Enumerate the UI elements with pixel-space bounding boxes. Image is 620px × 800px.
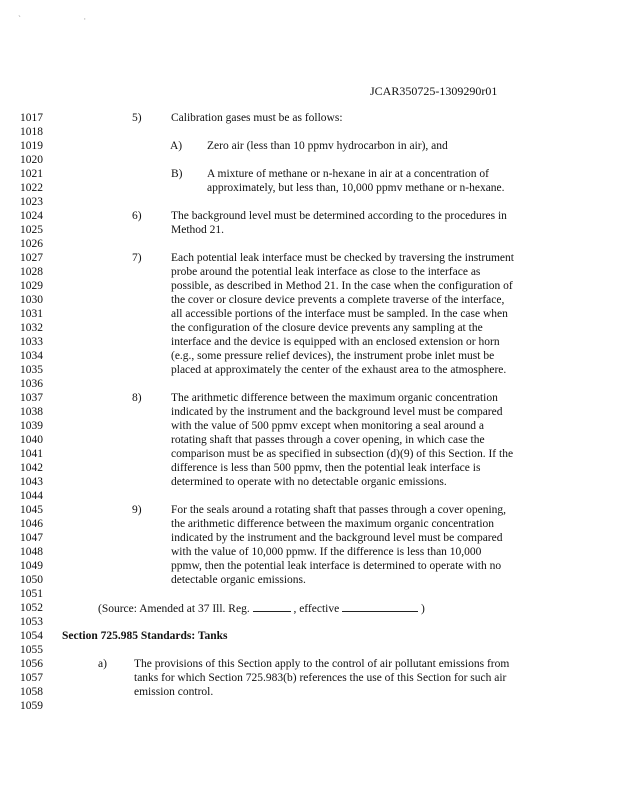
document-id: JCAR350725-1309290r01: [370, 84, 498, 98]
line-number: 1028: [20, 266, 43, 278]
item-6-line: The background level must be determined according to the procedures in: [171, 210, 507, 222]
register-number-blank: [253, 601, 291, 612]
line-number: 1035: [20, 364, 43, 376]
line-number: 1058: [20, 686, 43, 698]
line-number: 1052: [20, 602, 43, 614]
line-number: 1022: [20, 182, 43, 194]
item-5b-number: B): [171, 168, 183, 180]
item-9-line: the arithmetic difference between the maximum organic concentration: [171, 518, 495, 530]
line-number: 1018: [20, 126, 43, 138]
line-number: 1055: [20, 644, 43, 656]
line-number: 1050: [20, 574, 43, 586]
item-9-line: detectable organic emissions.: [171, 574, 306, 586]
item-7-line: the cover or closure device prevents a complete traverse of the interface,: [171, 294, 505, 306]
item-7-line: placed at approximately the center of the exhaust area to the atmosphere.: [171, 364, 507, 376]
item-7-number: 7): [132, 252, 142, 264]
item-8-line: The arithmetic difference between the maximum organic concentration: [171, 392, 498, 404]
line-number: 1044: [20, 490, 43, 502]
line-number: 1047: [20, 532, 43, 544]
source-prefix: (Source: Amended at 37 Ill. Reg.: [98, 603, 250, 615]
line-number: 1041: [20, 448, 43, 460]
item-9-line: indicated by the instrument and the background level must be compared: [171, 532, 503, 544]
source-note: [98, 601, 425, 616]
line-number: 1031: [20, 308, 43, 320]
item-8-line: determined to operate with no detectable organic emissions.: [171, 476, 447, 488]
item-9-number: 9): [132, 504, 142, 516]
line-number: 1045: [20, 504, 43, 516]
line-number: 1024: [20, 210, 43, 222]
item-8-line: comparison must be as specified in subsection (d)(9) of this Section. If the: [171, 448, 514, 460]
line-number: 1039: [20, 420, 43, 432]
line-number: 1053: [20, 616, 43, 628]
line-number: 1034: [20, 350, 43, 362]
line-number: 1040: [20, 434, 43, 446]
line-number: 1019: [20, 140, 43, 152]
item-9-line: with the value of 10,000 ppmw. If the difference is less than 10,000: [171, 546, 482, 558]
item-6-line: Method 21.: [171, 224, 225, 236]
line-number: 1059: [20, 700, 43, 712]
line-number: 1027: [20, 252, 43, 264]
line-number: 1043: [20, 476, 43, 488]
item-8-number: 8): [132, 392, 142, 404]
line-number: 1017: [20, 112, 43, 124]
subsection-a-line: tanks for which Section 725.983(b) references the use of this Section for such air: [134, 672, 507, 684]
item-7-line: possible, as described in Method 21. In the case when the configuration of: [171, 280, 513, 292]
line-number: 1036: [20, 378, 43, 390]
item-7-line: interface and the device is equipped with an enclosed extension or horn: [171, 336, 500, 348]
line-number: 1049: [20, 560, 43, 572]
source-suffix: ): [420, 603, 425, 615]
source-middle: , effective: [293, 603, 340, 615]
subsection-a-line: emission control.: [134, 686, 214, 698]
line-number: 1021: [20, 168, 43, 180]
item-5b-line: approximately, but less than, 10,000 ppmv methane or n-hexane.: [207, 182, 505, 194]
item-9-line: For the seals around a rotating shaft that passes through a cover opening,: [171, 504, 507, 516]
item-5-text: Calibration gases must be as follows:: [171, 112, 343, 124]
item-7-line: the configuration of the closure device prevents any sampling at the: [171, 322, 483, 334]
item-9-line: ppmw, then the potential leak interface is determined to operate with no: [171, 560, 502, 572]
scan-corner-marks: ` ·: [18, 14, 117, 24]
item-7-line: all accessible portions of the interface must be sampled. In the case when: [171, 308, 508, 320]
item-5a-number: A): [170, 140, 183, 152]
line-number: 1038: [20, 406, 43, 418]
subsection-a-number: a): [98, 658, 107, 670]
line-number: 1057: [20, 672, 43, 684]
line-number: 1056: [20, 658, 43, 670]
item-8-line: rotating shaft that passes through a cover opening, in which case the: [171, 434, 485, 446]
line-number: 1054: [20, 630, 43, 642]
item-6-number: 6): [132, 210, 142, 222]
line-number: 1026: [20, 238, 43, 250]
item-7-line: probe around the potential leak interface as close to the interface as: [171, 266, 481, 278]
subsection-a-line: The provisions of this Section apply to the control of air pollutant emissions from: [134, 658, 510, 670]
section-heading: Section 725.985 Standards: Tanks: [62, 630, 228, 642]
line-number: 1037: [20, 392, 43, 404]
item-5b-line: A mixture of methane or n-hexane in air at a concentration of: [207, 168, 489, 180]
item-5-number: 5): [132, 112, 142, 124]
line-number: 1032: [20, 322, 43, 334]
line-number: 1033: [20, 336, 43, 348]
line-number: 1025: [20, 224, 43, 236]
item-8-line: indicated by the instrument and the background level must be compared: [171, 406, 503, 418]
effective-date-blank: [342, 601, 418, 612]
line-number: 1029: [20, 280, 43, 292]
item-5a-text: Zero air (less than 10 ppmv hydrocarbon in air), and: [207, 140, 448, 152]
line-number: 1030: [20, 294, 43, 306]
line-number: 1020: [20, 154, 43, 166]
line-number: 1048: [20, 546, 43, 558]
line-number: 1051: [20, 588, 43, 600]
item-8-line: with the value of 500 ppmv except when monitoring a seal around a: [171, 420, 484, 432]
item-8-line: difference is less than 500 ppmv, then the potential leak interface is: [171, 462, 481, 474]
line-number: 1046: [20, 518, 43, 530]
line-number: 1042: [20, 462, 43, 474]
item-7-line: Each potential leak interface must be checked by traversing the instrument: [171, 252, 514, 264]
line-number: 1023: [20, 196, 43, 208]
item-7-line: (e.g., some pressure relief devices), the instrument probe inlet must be: [171, 350, 495, 362]
